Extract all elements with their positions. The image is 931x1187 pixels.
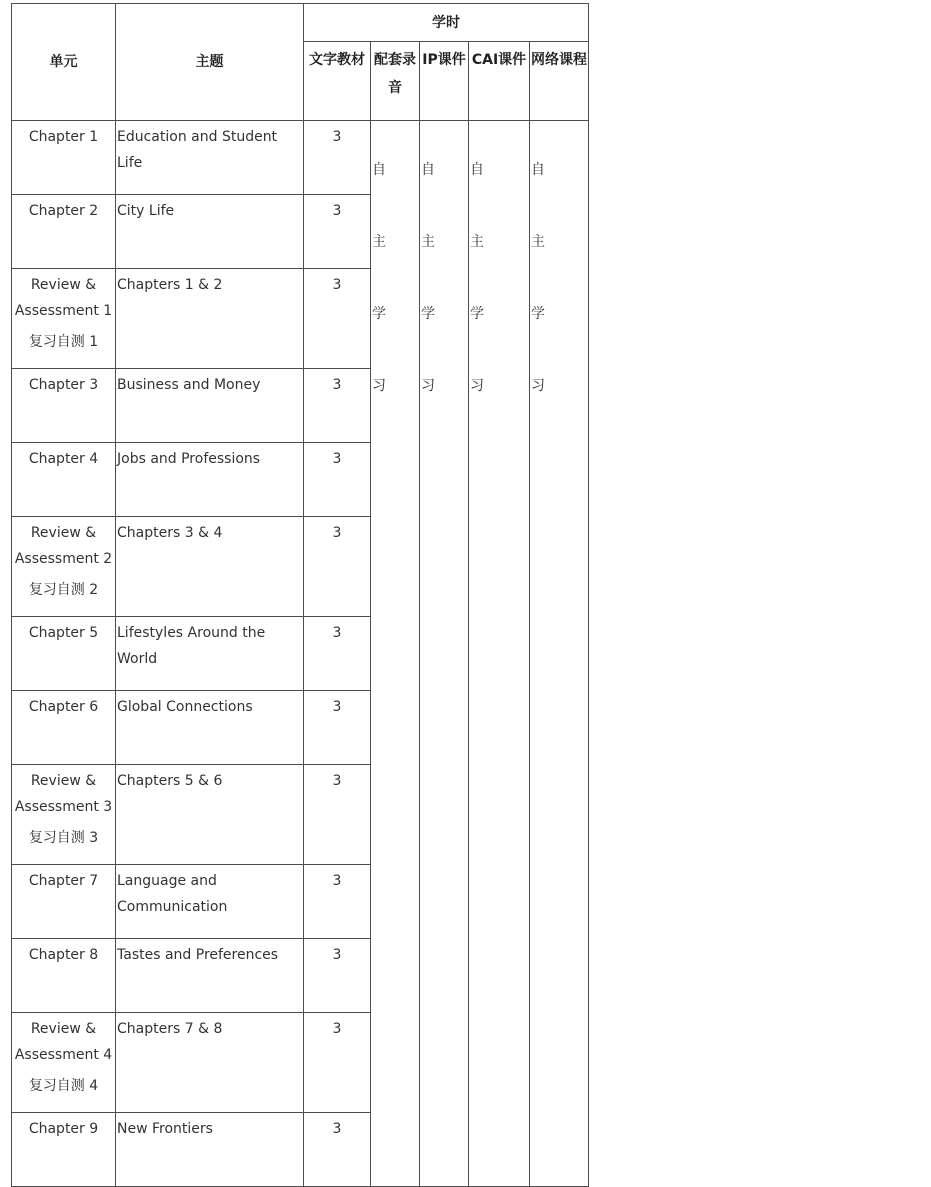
hours-cell: 3 <box>304 517 371 617</box>
unit-cell <box>12 939 116 1013</box>
self-study-char: 学 <box>421 306 435 322</box>
topic-cell: Jobs and Professions <box>116 443 304 517</box>
hours-cell: 3 <box>304 691 371 765</box>
topic-cell: Tastes and Preferences <box>116 939 304 1013</box>
topic-cell: City Life <box>116 195 304 269</box>
self-study-char: 习 <box>470 378 484 394</box>
topic-cell: Lifestyles Around the World <box>116 617 304 691</box>
self-study-audio-cell <box>371 121 420 1187</box>
header-row-top <box>12 4 589 42</box>
unit-cell <box>12 369 116 443</box>
unit-cell <box>12 443 116 517</box>
unit-label: Chapter 1 <box>28 129 99 145</box>
unit-label-cn: 复习自测 4 <box>28 1078 99 1094</box>
self-study-char: 学 <box>531 306 545 322</box>
self-study-char: 习 <box>372 378 386 394</box>
course-schedule-table <box>11 3 589 1187</box>
topic-cell: Chapters 5 & 6 <box>116 765 304 865</box>
header-cai-courseware: CAI课件 <box>469 42 530 121</box>
unit-cell <box>12 617 116 691</box>
unit-label-cn: 复习自测 2 <box>28 582 99 598</box>
topic-cell: Chapters 7 & 8 <box>116 1013 304 1113</box>
unit-label: Review & Assessment 1 <box>14 277 113 319</box>
header-ip-courseware: IP课件 <box>420 42 469 121</box>
self-study-char: 主 <box>531 234 545 250</box>
unit-cell <box>12 121 116 195</box>
unit-cell <box>12 517 116 617</box>
header-online-course: 网络课程 <box>530 42 589 121</box>
unit-cell <box>12 269 116 369</box>
self-study-char: 主 <box>372 234 386 250</box>
topic-cell: Global Connections <box>116 691 304 765</box>
unit-label: Chapter 4 <box>28 451 99 467</box>
unit-label: Review & Assessment 2 <box>14 525 113 567</box>
self-study-online-cell <box>530 121 589 1187</box>
self-study-char: 学 <box>470 306 484 322</box>
hours-cell: 3 <box>304 1013 371 1113</box>
self-study-char: 自 <box>470 162 484 178</box>
unit-label: Chapter 2 <box>28 203 99 219</box>
hours-cell: 3 <box>304 1113 371 1187</box>
header-audio: 配套录音 <box>371 42 420 121</box>
hours-cell: 3 <box>304 443 371 517</box>
unit-label-cn: 复习自测 1 <box>28 334 99 350</box>
self-study-char: 主 <box>421 234 435 250</box>
hours-cell: 3 <box>304 269 371 369</box>
self-study-char: 主 <box>470 234 484 250</box>
unit-label: Chapter 9 <box>28 1121 99 1137</box>
hours-cell: 3 <box>304 195 371 269</box>
header-text-material: 文字教材 <box>304 42 371 121</box>
unit-label-cn: 复习自测 3 <box>28 830 99 846</box>
header-unit: 单元 <box>12 4 116 121</box>
self-study-char: 自 <box>531 162 545 178</box>
header-topic: 主题 <box>116 4 304 121</box>
self-study-char: 习 <box>421 378 435 394</box>
unit-cell <box>12 195 116 269</box>
hours-cell: 3 <box>304 939 371 1013</box>
topic-cell: New Frontiers <box>116 1113 304 1187</box>
unit-cell <box>12 865 116 939</box>
self-study-char: 学 <box>372 306 386 322</box>
topic-cell: Chapters 1 & 2 <box>116 269 304 369</box>
unit-label: Review & Assessment 3 <box>14 773 113 815</box>
self-study-char: 习 <box>531 378 545 394</box>
hours-cell: 3 <box>304 865 371 939</box>
self-study-char: 自 <box>421 162 435 178</box>
unit-label: Review & Assessment 4 <box>14 1021 113 1063</box>
unit-cell <box>12 765 116 865</box>
self-study-char: 自 <box>372 162 386 178</box>
unit-label: Chapter 3 <box>28 377 99 393</box>
table-row <box>12 121 589 195</box>
unit-label: Chapter 5 <box>28 625 99 641</box>
hours-cell: 3 <box>304 369 371 443</box>
topic-cell: Business and Money <box>116 369 304 443</box>
topic-cell: Language and Communication <box>116 865 304 939</box>
unit-cell <box>12 1113 116 1187</box>
hours-cell: 3 <box>304 765 371 865</box>
self-study-cai-cell <box>469 121 530 1187</box>
unit-cell <box>12 691 116 765</box>
topic-cell: Education and Student Life <box>116 121 304 195</box>
unit-label: Chapter 6 <box>28 699 99 715</box>
unit-label: Chapter 7 <box>28 873 99 889</box>
hours-cell: 3 <box>304 617 371 691</box>
topic-cell: Chapters 3 & 4 <box>116 517 304 617</box>
unit-label: Chapter 8 <box>28 947 99 963</box>
hours-cell: 3 <box>304 121 371 195</box>
self-study-ip-cell <box>420 121 469 1187</box>
header-hours-group: 学时 <box>304 4 589 42</box>
unit-cell <box>12 1013 116 1113</box>
